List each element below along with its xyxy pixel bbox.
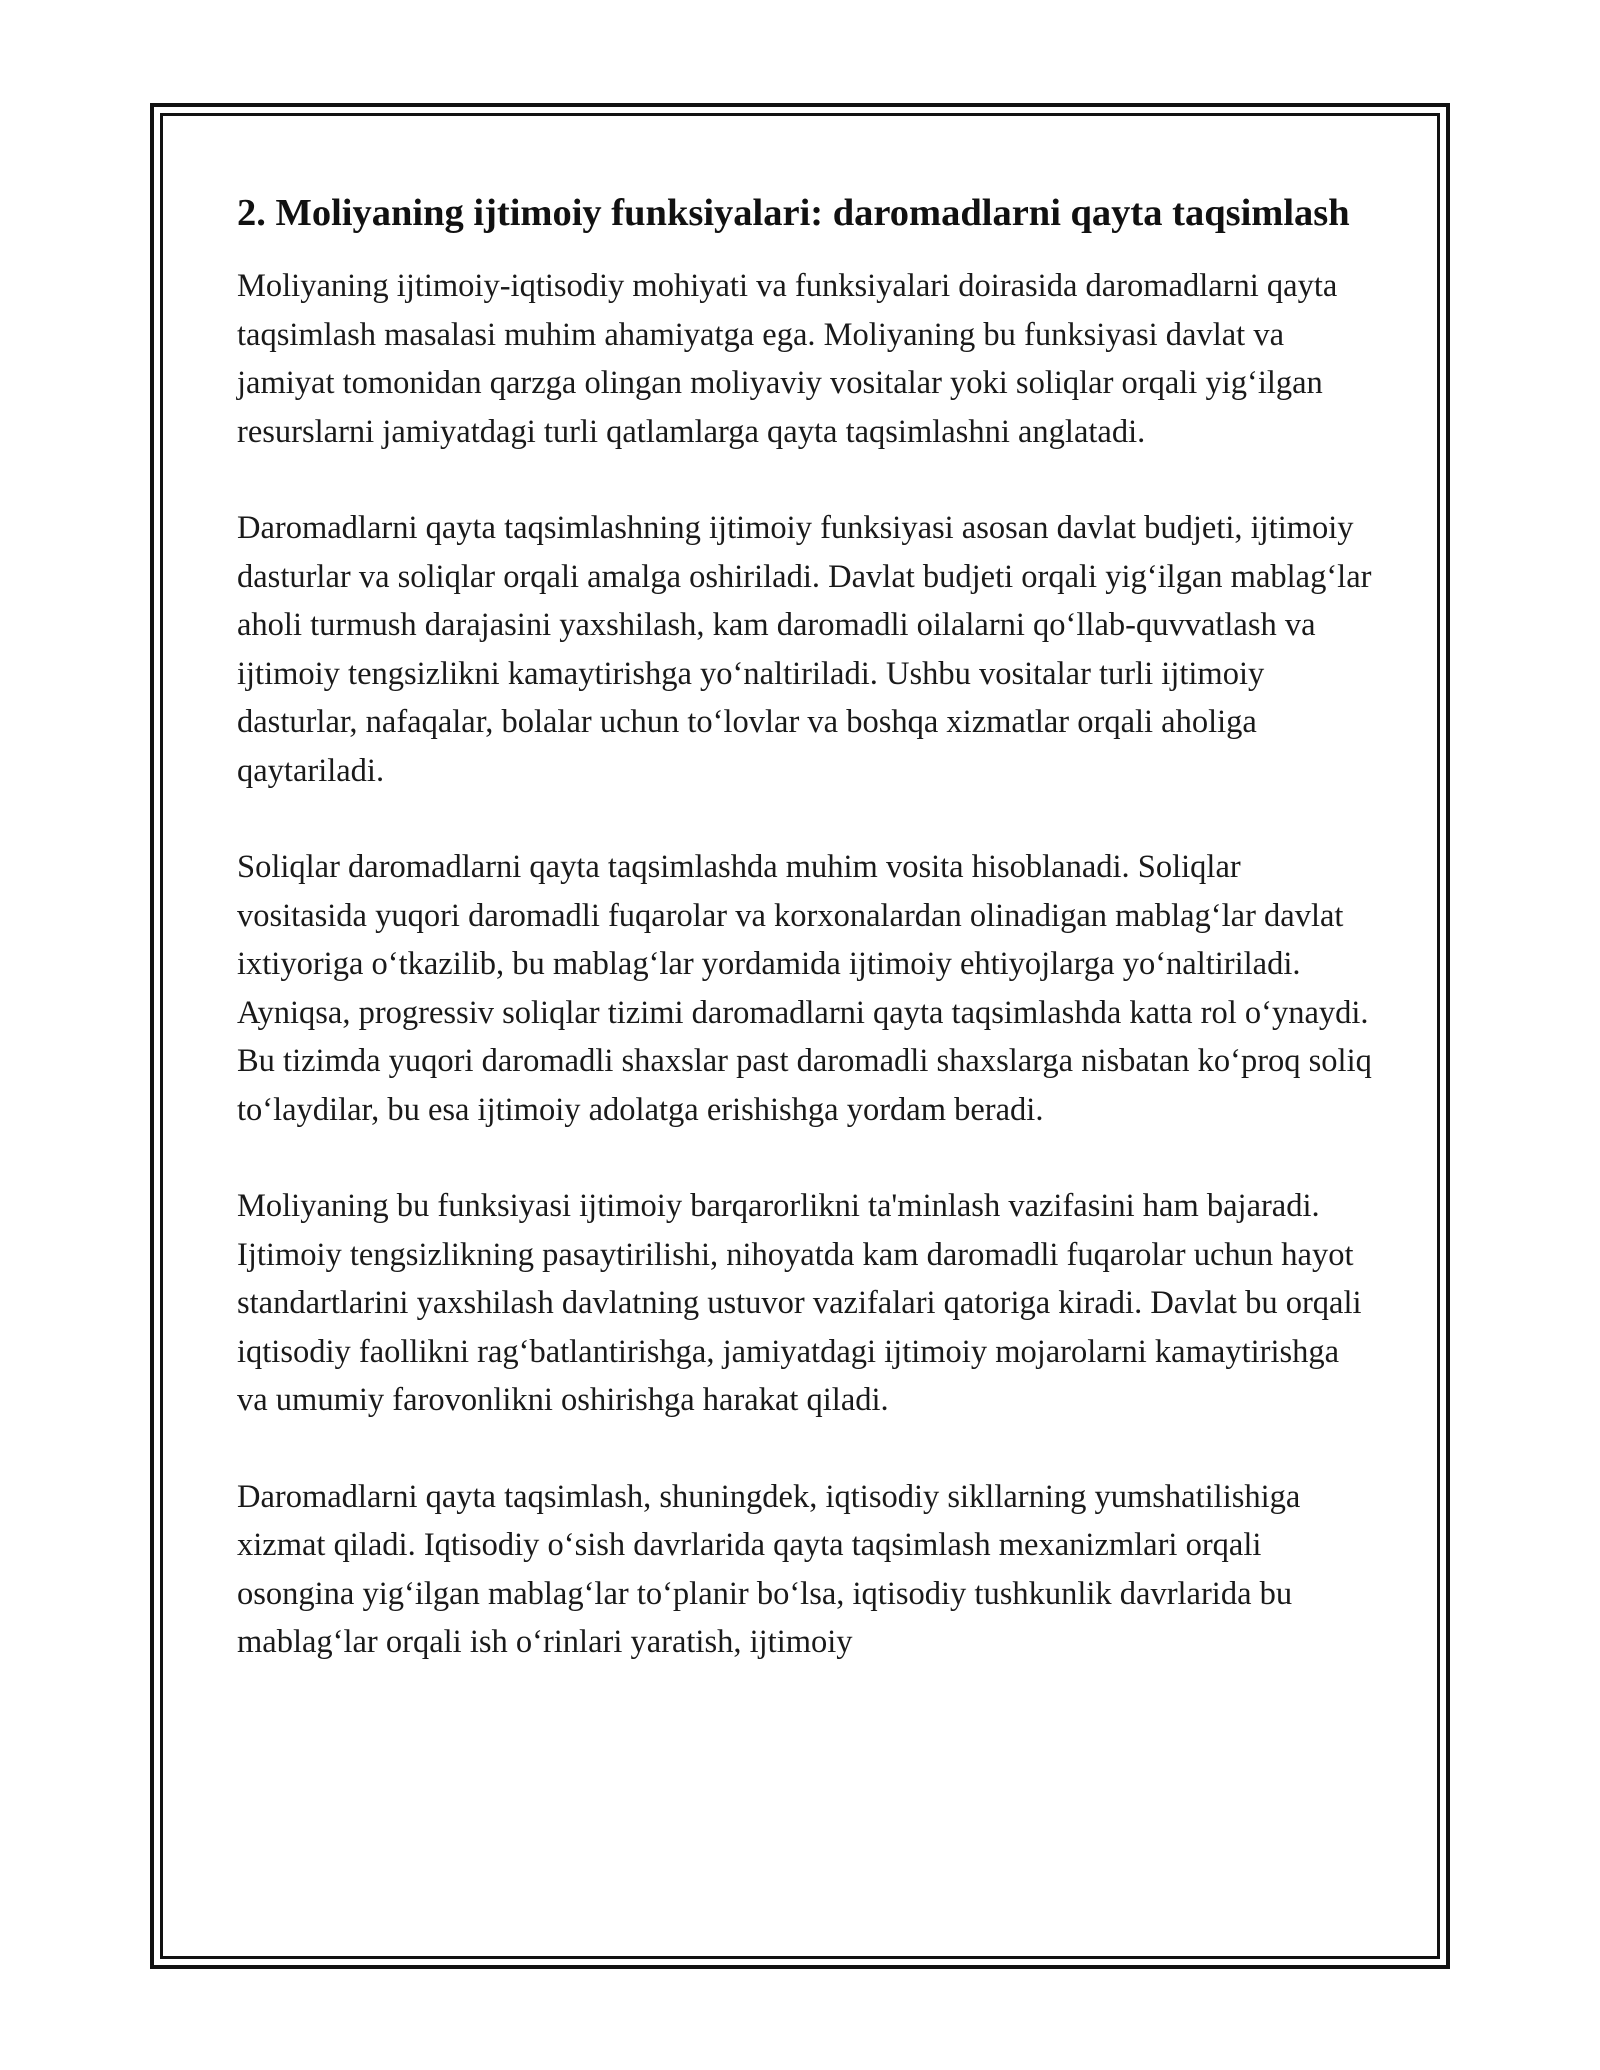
document-body (237, 186, 1377, 1667)
paragraph-2: Daromadlarni qayta taqsimlashning ijtimoiy funksiyasi asosan davlat budjeti, ijtimoiy dasturlar va soliqlar orqali amalga oshiriladi. Davlat budjeti orqali yig‘ilgan mablag‘lar aholi turmush darajasini yaxshilash, kam daromadli oilalarni qo‘llab-quvvatlash va ijtimoiy tengsizlikni kamaytirishga yo‘naltiriladi. Ushbu vositalar turli ijtimoiy dasturlar, nafaqalar, bolalar uchun to‘lovlar va boshqa xizmatlar orqali aholiga qaytariladi. (237, 510, 1372, 789)
paragraph-5: Daromadlarni qayta taqsimlash, shuningdek, iqtisodiy sikllarning yumshatilishiga xizmat qiladi. Iqtisodiy o‘sish davrlarida qayta taqsimlash mexanizmlari orqali osongina yig‘ilgan mablag‘lar to‘planir bo‘lsa, iqtisodiy tushkunlik davrlarida bu mablag‘lar orqali ish o‘rinlari yaratish, ijtimoiy (237, 1478, 1301, 1660)
paragraph-1: Moliyaning ijtimoiy-iqtisodiy mohiyati va funksiyalari doirasida daromadlarni qayta taqsimlash masalasi muhim ahamiyatga ega. Moliyaning bu funksiyasi davlat va jamiyat tomonidan qarzga olingan moliyaviy vositalar yoki soliqlar orqali yig‘ilgan resurslarni jamiyatdagi turli qatlamlarga qayta taqsimlashni anglatadi. (237, 268, 1338, 450)
section-heading: 2. Moliyaning ijtimoiy funksiyalari: daromadlarni qayta taqsimlash (237, 192, 1350, 234)
paragraph-4: Moliyaning bu funksiyasi ijtimoiy barqarorlikni ta'minlash vazifasini ham bajaradi. Ijtimoiy tengsizlikning pasaytirilishi, nihoyatda kam daromadli fuqarolar uchun hayot standartlarini yaxshilash davlatning ustuvor vazifalari qatoriga kiradi. Davlat bu orqali iqtisodiy faollikni rag‘batlantirishga, jamiyatdagi ijtimoiy mojarolarni kamaytirishga va umumiy farovonlikni oshirishga harakat qiladi. (237, 1188, 1362, 1418)
paragraph-3: Soliqlar daromadlarni qayta taqsimlashda muhim vosita hisoblanadi. Soliqlar vositasida yuqori daromadli fuqarolar va korxonalardan olinadigan mablag‘lar davlat ixtiyoriga o‘tkazilib, bu mablag‘lar yordamida ijtimoiy ehtiyojlarga yo‘naltiriladi. Ayniqsa, progressiv soliqlar tizimi daromadlarni qayta taqsimlashda katta rol o‘ynaydi. Bu tizimda yuqori daromadli shaxslar past daromadli shaxslarga nisbatan ko‘proq soliq to‘laydilar, bu esa ijtimoiy adolatga erishishga yordam beradi. (237, 849, 1372, 1128)
